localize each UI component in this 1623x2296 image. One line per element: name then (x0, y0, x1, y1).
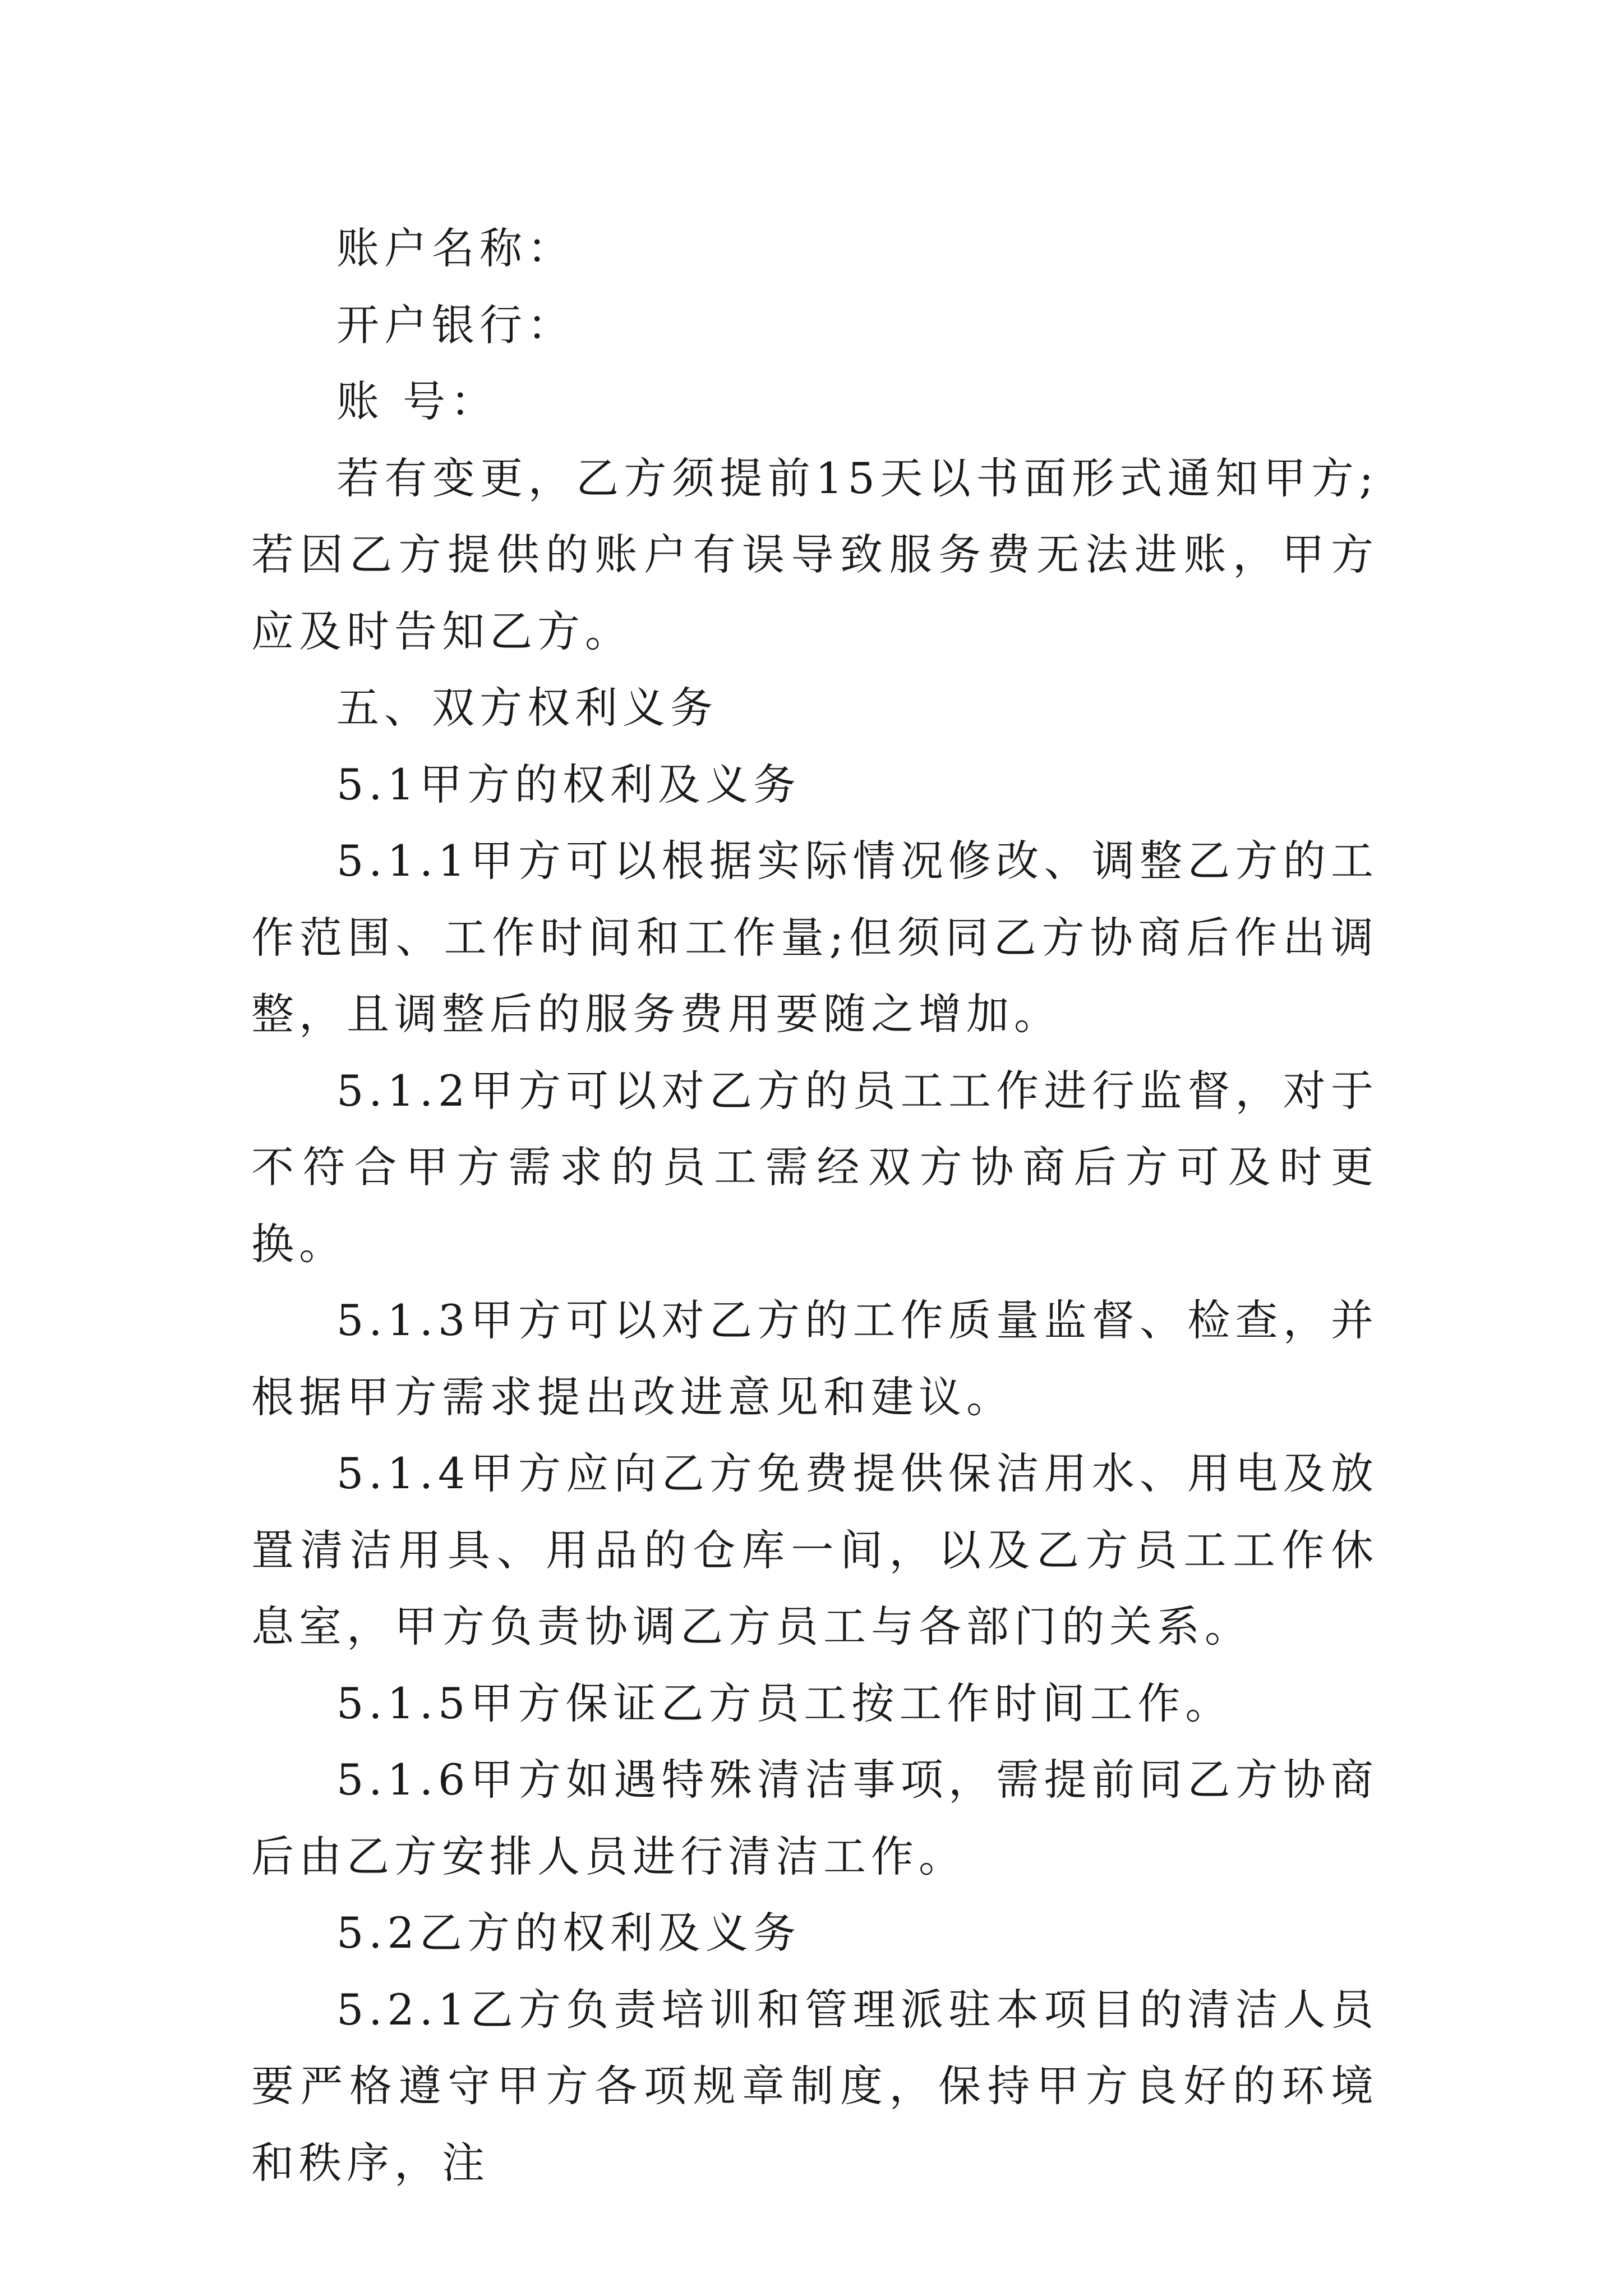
account-change-paragraph: 若有变更，乙方须提前15天以书面形式通知甲方;若因乙方提供的账户有误导致服务费无法进账，甲方应及时告知乙方。 (251, 453, 1378, 656)
account-name-line: 账户名称： (336, 223, 575, 273)
document-body (251, 210, 1378, 2201)
bank-line: 开户银行： (336, 300, 575, 350)
subsection-heading-5-1: 5.1甲方的权利及义务 (336, 759, 801, 809)
clause-5-1-6: 5.1.6甲方如遇特殊清洁事项，需提前同乙方协商后由乙方安排人员进行清洁工作。 (251, 1755, 1378, 1881)
account-number-line: 账 号： (336, 376, 499, 426)
clause-5-1-5: 5.1.5甲方保证乙方员工按工作时间工作。 (336, 1678, 1233, 1728)
clause-5-1-4: 5.1.4甲方应向乙方免费提供保洁用水、用电及放置清洁用具、用品的仓库一间，以及乙方员工工作休息室，甲方负责协调乙方员工与各部门的关系。 (251, 1448, 1378, 1651)
subsection-heading-5-2: 5.2乙方的权利及义务 (336, 1908, 801, 1958)
section-heading-rights: 五、双方权利义务 (336, 683, 718, 733)
clause-5-1-2: 5.1.2甲方可以对乙方的员工工作进行监督，对于不符合甲方需求的员工需经双方协商后方可及时更换。 (251, 1065, 1378, 1269)
clause-5-2-1: 5.2.1乙方负责培训和管理派驻本项目的清洁人员要严格遵守甲方各项规章制度，保持甲方良好的环境和秩序，注 (251, 1984, 1378, 2188)
clause-5-1-1: 5.1.1甲方可以根据实际情况修改、调整乙方的工作范围、工作时间和工作量;但须同乙方协商后作出调整，且调整后的服务费用要随之增加。 (251, 836, 1378, 1039)
clause-5-1-3: 5.1.3甲方可以对乙方的工作质量监督、检查，并根据甲方需求提出改进意见和建议。 (251, 1295, 1378, 1422)
